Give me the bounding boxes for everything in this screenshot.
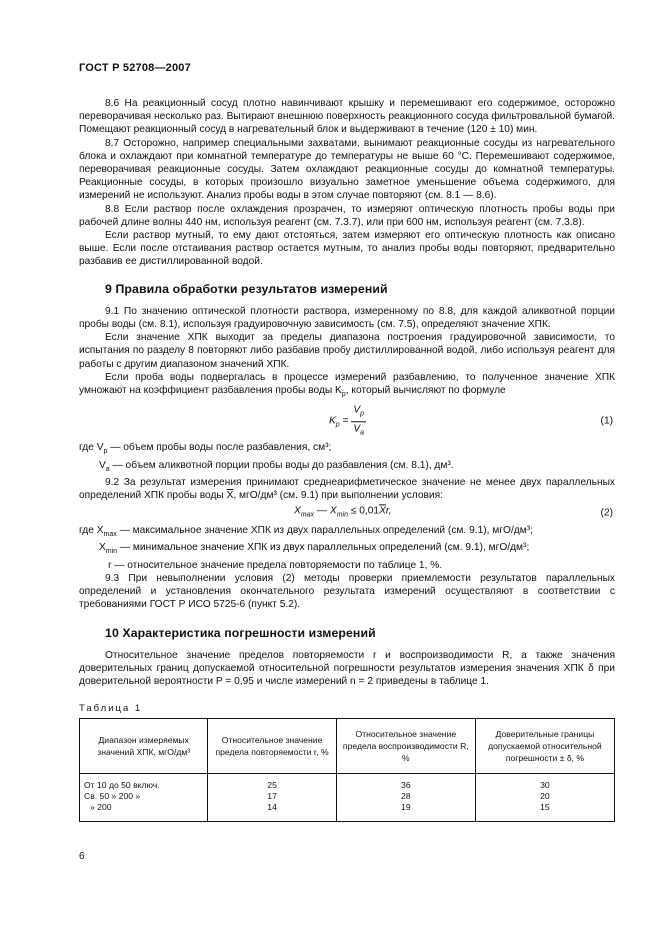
paragraph-8-8: 8.8 Если раствор после охлаждения прозрачен, то измеряют оптическую плотность пробы воды при рабочей длине волны 440 нм, используя реагент (см. 7.3.7), или при 600 нм, используя реагент (см. 7.3.8). (79, 203, 615, 228)
r-value-1: 25 (267, 780, 277, 791)
R-value-2: 28 (401, 791, 411, 802)
section-9-heading: 9 Правила обработки результатов измерений (105, 281, 388, 296)
range-2: Св. 50 » 200 » (84, 791, 141, 802)
paragraph-8-8-continued: Если раствор мутный, то ему дают отстояться, затем измеряют его оптическую плотность как описано выше. Если после отстаивания раствор остается мутным, то анализ пробы воды повторяют, предварительно разбавив ее дистиллированной водой. (79, 230, 615, 268)
formula-1 (79, 401, 615, 441)
definition-xmax: где $X_{max}$ — максимальное значение ХПК из двух параллельных определений (см. 9.1), мгО/дм³; (79, 525, 533, 539)
delta-value-2: 20 (540, 791, 550, 802)
definition-r: r — относительное значение предела повторяемости по таблице 1, %. (108, 559, 443, 571)
formula-1-number: (1) (600, 415, 613, 427)
definition-va: $V_а$ — объем аликвотной порции пробы воды до разбавления (см. 8.1), дм³. (99, 459, 454, 473)
formula-1-fraction: $\frac{V_р}{V_а}$ (353, 404, 365, 436)
paragraph-9-2: 9.2 За результат измерения принимают среднеарифметическое значение не менее двух параллельных определений ХПК пробы воды $\overline{X}$, мгО/дм³ (см. 9.1) при выполнении условия: (79, 476, 615, 501)
document-header: ГОСТ Р 52708—2007 (79, 62, 191, 74)
paragraph-8-6: 8.6 На реакционный сосуд плотно навинчивают крышку и перемешивают его содержимое, осторожно переворачивая несколько раз. Вытирают внешнюю поверхность реакционного сосуда фильтровальной бумагой. Помещают реакционный сосуд в нагревательный блок и выдерживают в течение (120 ± 10) мин. (79, 98, 615, 136)
R-value-1: 36 (401, 780, 411, 791)
paragraph-9-3: 9.3 При невыполнении условия (2) методы проверки приемлемости результатов параллельных определений и установления окончательного результата измерений осуществляют в соответствии с требованиями ГОСТ Р ИСО 5725-6 (пункт 5.2). (79, 572, 615, 611)
table-cell-delta (475, 774, 614, 822)
table-header-repeatability: Относительное значение предела повторяемости r, % (208, 719, 336, 774)
delta-value-3: 15 (540, 802, 550, 813)
formula-1-definitions (79, 441, 615, 475)
delta-value-1: 30 (540, 780, 550, 791)
table-1 (79, 718, 615, 822)
table-cell-r (208, 774, 336, 822)
r-value-2: 17 (267, 791, 277, 802)
paragraph-9-1-c: Если проба воды подвергалась в процессе измерений разбавлению, то полученное значение ХПК умножают на коэффициент разбавления пробы воды $K_р$, который вычисляют по формуле (79, 371, 615, 399)
formula-1-expression: $K_р$ = $\frac{V_р}{V_а}$ (329, 404, 366, 439)
range-3: » 200 (90, 802, 112, 813)
paragraph-9-1-b: Если значение ХПК выходит за пределы диапазона построения градуировочной зависимости, то испытания по разделу 8 повторяют либо разбавив пробу дистиллированной водой, либо используя реагент для работы с другим диапазоном значений ХПК. (79, 332, 615, 370)
table-header-range: Диапазон измеряемых значений ХПК, мгО/дм³ (80, 719, 208, 774)
definition-vp: где $V_р$ — объем пробы воды после разбавления, см³; (79, 442, 332, 456)
R-value-3: 19 (401, 802, 411, 813)
table-cell-ranges (80, 774, 208, 822)
table-header-row (80, 719, 615, 774)
table-cell-R (336, 774, 475, 822)
table-1-caption: Таблица 1 (79, 703, 143, 715)
formula-2-expression: $X_{max}$ — $X_{min} \le 0,01\overline{X}r$, (294, 505, 392, 519)
document-body (79, 97, 615, 822)
table-header-reproducibility: Относительное значение предела воспроизводимости R, % (336, 719, 475, 774)
table-row (80, 774, 615, 822)
page-number: 6 (79, 851, 85, 862)
range-1: От 10 до 50 включ. (84, 780, 160, 791)
formula-2 (79, 502, 615, 524)
paragraph-10: Относительное значение пределов повторяемости r и воспроизводимости R, а также значения доверительных границ допускаемой относительной погрешности результатов измерения значения ХПК δ при доверительной вероятности P = 0,95 и числе измерений n = 2 приведены в таблице 1. (79, 649, 615, 688)
paragraph-8-7: 8.7 Осторожно, например специальными захватами, вынимают реакционные сосуды из нагревательного блока и охлаждают при комнатной температуре до температуры не выше 60 °С. Перемешивают содержимое, переворачивая реакционные сосуды. Затем охлаждают реакционные сосуды до комнатной температуры. Реакционные сосуды, в которых произошло визуально заметное уменьшение объема содержимого, для измерений не используют. Анализ пробы воды в этом случае повторяют (см. 8.1 — 8.6). (79, 137, 615, 202)
definition-xmin: $X_{min}$ — минимальное значение ХПК из двух параллельных определений (см. 9.1), мгО/дм³; (99, 542, 530, 556)
formula-2-definitions (79, 524, 615, 572)
section-10-heading: 10 Характеристика погрешности измерений (105, 626, 376, 641)
paragraph-9-1: 9.1 По значению оптической плотности раствора, измеренному по 8.8, для каждой аликвотной порции пробы воды (см. 8.1), используя градуировочную зависимость (см. 7.5), определяют значение ХПК. (79, 305, 615, 331)
formula-2-number: (2) (600, 507, 613, 519)
table-header-error-bounds: Доверительные границы допускаемой относительной погрешности ± δ, % (475, 719, 614, 774)
r-value-3: 14 (267, 802, 277, 813)
